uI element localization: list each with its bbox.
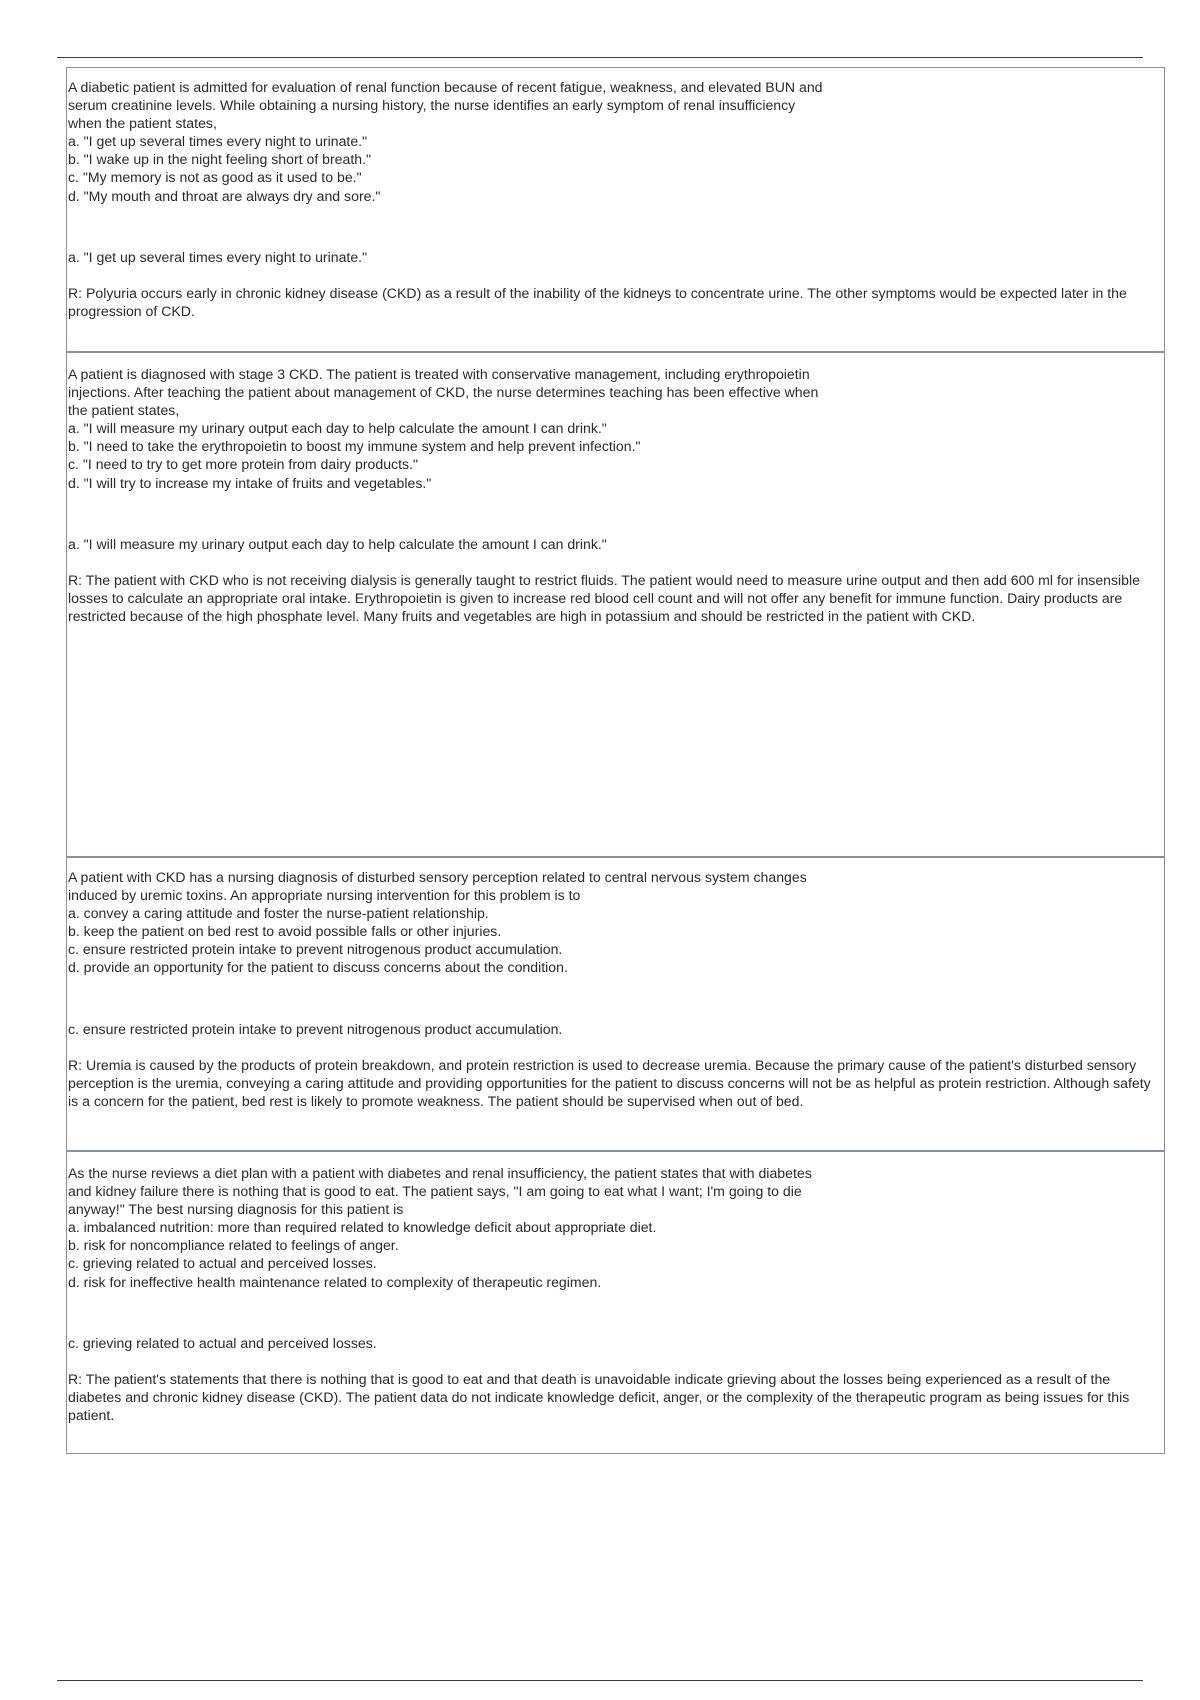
option-a: a. "I get up several times every night to urinate." (68, 133, 368, 150)
question-stem: A patient is diagnosed with stage 3 CKD. The patient is treated with conservative management, including erythropoietin injections. After teaching the patient about management of CKD, the nurse determines teaching has been effective when the patient states, (68, 366, 819, 419)
option-a: a. "I will measure my urinary output each day to help calculate the amount I can drink." (68, 420, 607, 437)
question-card-3 (66, 856, 1165, 1151)
option-b: b. "I wake up in the night feeling short of breath." (68, 151, 372, 168)
option-c: c. ensure restricted protein intake to prevent nitrogenous product accumulation. (68, 941, 563, 958)
question-card-1 (66, 67, 1165, 352)
option-c: c. "My memory is not as good as it used to be." (68, 169, 362, 186)
answer-options (68, 132, 1164, 204)
rationale-text: R: Uremia is caused by the products of protein breakdown, and protein restriction is used to decrease uremia. Because the primary cause of the patient's disturbed sensory perception is the uremia, conveying a caring attitude and providing opportunities for the patient to discuss concerns will not be as helpful as protein restriction. Although safety is a concern for the patient, bed rest is likely to promote weakness. The patient should be supervised when out of bed. (68, 1056, 1151, 1109)
option-b: b. keep the patient on bed rest to avoid possible falls or other injuries. (68, 923, 502, 940)
question-stem: A patient with CKD has a nursing diagnosis of disturbed sensory perception related to central nervous system changes induced by uremic toxins. An appropriate nursing intervention for this problem is to (68, 869, 807, 904)
bottom-rule (57, 1680, 1143, 1681)
option-c: c. grieving related to actual and perceived losses. (68, 1255, 377, 1272)
option-d: d. "I will try to increase my intake of fruits and vegetables." (68, 474, 432, 491)
answer-options (68, 904, 1164, 976)
correct-answer: a. "I get up several times every night to urinate." (68, 248, 368, 265)
rationale-text: R: Polyuria occurs early in chronic kidney disease (CKD) as a result of the inability of the kidneys to concentrate urine. The other symptoms would be expected later in the progression of CKD. (68, 284, 1127, 319)
answer-options (68, 1218, 1164, 1290)
answer-options (68, 419, 1164, 491)
option-a: a. imbalanced nutrition: more than required related to knowledge deficit about appropriate diet. (68, 1219, 657, 1236)
top-rule (57, 57, 1143, 58)
correct-answer: c. grieving related to actual and perceived losses. (68, 1334, 377, 1351)
option-b: b. risk for noncompliance related to feelings of anger. (68, 1237, 399, 1254)
option-a: a. convey a caring attitude and foster the nurse-patient relationship. (68, 905, 489, 922)
correct-answer: a. "I will measure my urinary output each day to help calculate the amount I can drink." (68, 535, 607, 552)
option-c: c. "I need to try to get more protein from dairy products." (68, 456, 418, 473)
question-card-2 (66, 351, 1165, 857)
option-d: d. "My mouth and throat are always dry and sore." (68, 187, 381, 204)
question-stem: A diabetic patient is admitted for evaluation of renal function because of recent fatigue, weakness, and elevated BUN and serum creatinine levels. While obtaining a nursing history, the nurse identifies an early symptom of renal insufficiency when the patient states, (68, 79, 823, 132)
correct-answer: c. ensure restricted protein intake to prevent nitrogenous product accumulation. (68, 1020, 563, 1037)
option-d: d. provide an opportunity for the patient to discuss concerns about the condition. (68, 959, 568, 976)
option-d: d. risk for ineffective health maintenance related to complexity of therapeutic regimen. (68, 1273, 602, 1290)
option-b: b. "I need to take the erythropoietin to boost my immune system and help prevent infection." (68, 438, 641, 455)
question-stem: As the nurse reviews a diet plan with a patient with diabetes and renal insufficiency, the patient states that with diabetes and kidney failure there is nothing that is good to eat. The patient says, "I am going to eat what I want; I'm going to die anyway!" The best nursing diagnosis for this patient is (68, 1165, 812, 1218)
rationale-text: R: The patient with CKD who is not receiving dialysis is generally taught to restrict fluids. The patient would need to measure urine output and then add 600 ml for insensible losses to calculate an appropriate oral intake. Erythropoietin is given to increase red blood cell count and will not offer any benefit for immune function. Dairy products are restricted because of the high phosphate level. Many fruits and vegetables are high in potassium and should be restricted in the patient with CKD. (68, 571, 1140, 624)
rationale-text: R: The patient's statements that there is nothing that is good to eat and that death is unavoidable indicate grieving about the losses being experienced as a result of the diabetes and chronic kidney disease (CKD). The patient data do not indicate knowledge deficit, anger, or the complexity of the therapeutic program as being issues for this patient. (68, 1370, 1130, 1423)
question-card-4 (66, 1150, 1165, 1454)
